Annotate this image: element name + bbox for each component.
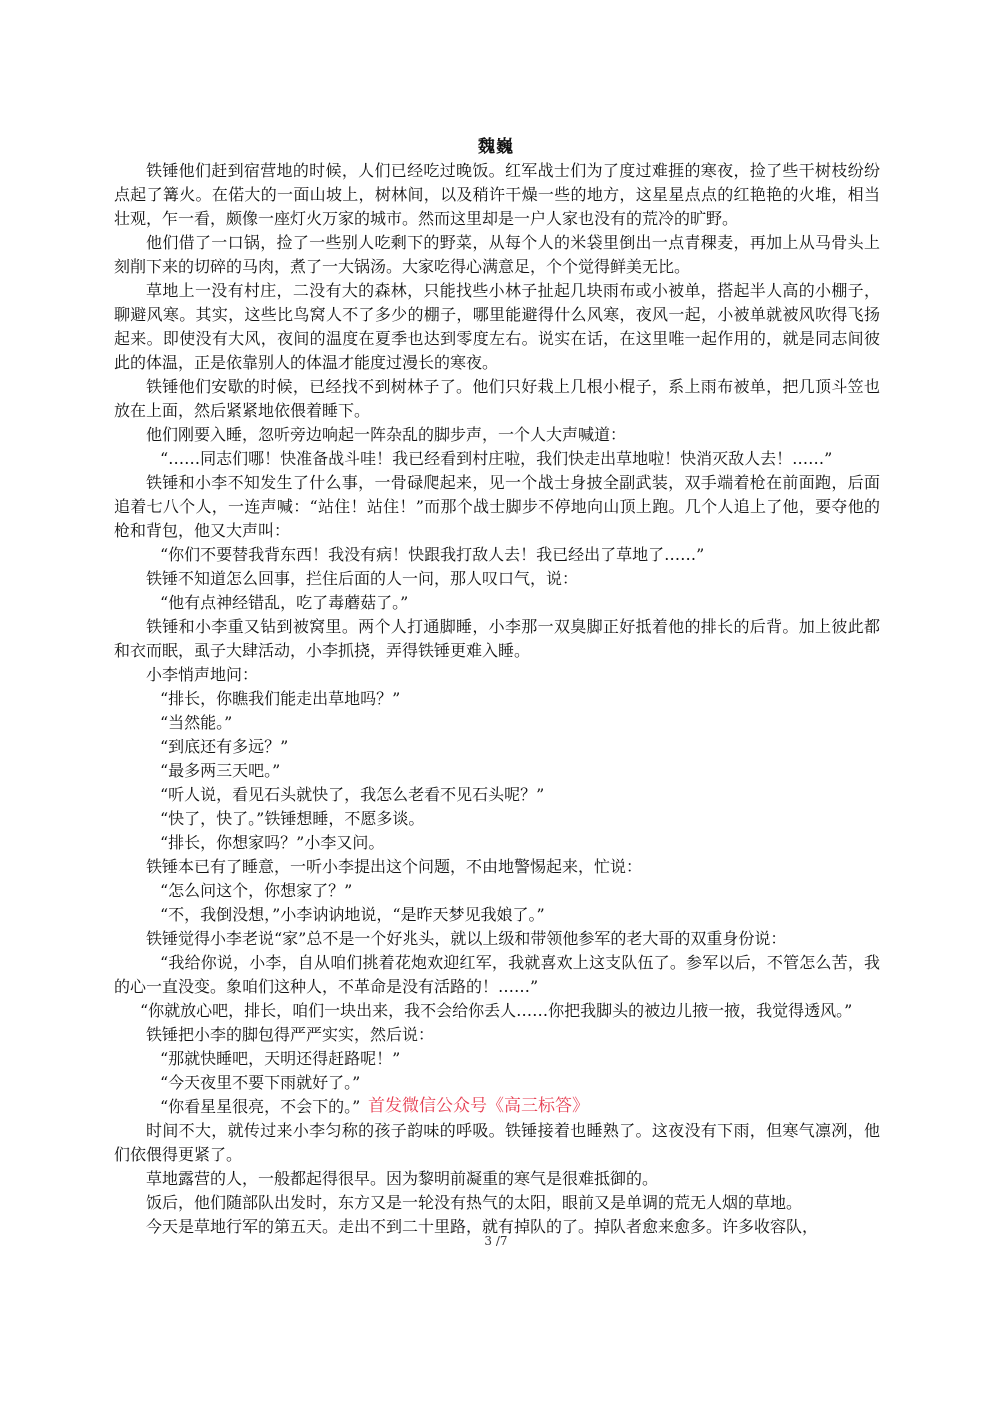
dialogue-line: “最多两三天吧。” <box>160 761 281 780</box>
paragraph: 铁锤和小李重又钻到被窝里。两个人打通脚睡，小李那一双臭脚正好抵着他的排长的后背。加上彼此都和衣而眠，虱子大肆活动，小李抓挠，弄得铁锤更难入睡。 <box>114 617 880 660</box>
dialogue-line: “排长，你想家吗？”小李又问。 <box>160 833 385 852</box>
watermark-text: 首发微信公众号《高三标答》 <box>368 1096 589 1116</box>
dialogue-line: “我给你说，小李，自从咱们挑着花炮欢迎红军，我就喜欢上这支队伍了。参军以后，不管怎么苦，我的心一直没变。象咱们这种人，不革命是没有活路的！……” <box>114 953 880 996</box>
paragraph: 铁锤他们赶到宿营地的时候，人们已经吃过晚饭。红军战士们为了度过难捱的寒夜，捡了些干树枝纷纷点起了篝火。在偌大的一面山坡上，树林间，以及稍许干燥一些的地方，这星星点点的红艳艳的火堆，相当壮观，乍一看，颇像一座灯火万家的城市。然而这里却是一户人家也没有的荒冷的旷野。 <box>114 161 880 228</box>
paragraph: 铁锤他们安歇的时候，已经找不到树林子了。他们只好栽上几根小棍子，系上雨布被单，把几顶斗笠也放在上面，然后紧紧地依偎着睡下。 <box>114 377 880 420</box>
paragraph: 今天是草地行军的第五天。走出不到二十里路，就有掉队的了。掉队者愈来愈多。许多收容队， <box>146 1217 819 1236</box>
dialogue-line: “排长，你瞧我们能走出草地吗？” <box>160 689 401 708</box>
dialogue-line: “……同志们哪！快准备战斗哇！我已经看到村庄啦，我们快走出草地啦！快消灭敌人去！……” <box>160 449 833 468</box>
dialogue-line: “你们不要替我背东西！我没有病！快跟我打敌人去！我已经出了草地了……” <box>160 545 705 564</box>
dialogue-line: “怎么问这个，你想家了？” <box>160 881 353 900</box>
dialogue-line-text: “你看星星很亮，不会下的。” <box>160 1097 361 1116</box>
dialogue-line: “他有点神经错乱，吃了毒蘑菇了。” <box>160 593 409 612</box>
dialogue-line: “不，我倒没想，”小李讷讷地说，“是昨天梦见我娘了。” <box>160 905 545 924</box>
dialogue-line: “你就放心吧，排长，咱们一块出来，我不会给你丢人……你把我脚头的被边儿掖一掖，我觉得透风。” <box>140 1001 853 1020</box>
dialogue-line: “听人说，看见石头就快了，我怎么老看不见石头呢？” <box>160 785 545 804</box>
paragraph: 草地露营的人，一般都起得很早。因为黎明前凝重的寒气是很难抵御的。 <box>146 1169 659 1188</box>
paragraph: 铁锤和小李不知发生了什么事，一骨碌爬起来，见一个战士身披全副武装，双手端着枪在前面跑，后面追着七八个人，一连声喊：“站住！站住！”而那个战士脚步不停地向山顶上跑。几个人追上了他，要夺他的枪和背包，他又大声叫： <box>114 473 880 540</box>
paragraph: 他们借了一口锅，捡了一些别人吃剩下的野菜，从每个人的米袋里倒出一点青稞麦，再加上从马骨头上刻削下来的切碎的马肉，煮了一大锅汤。大家吃得心满意足，个个觉得鲜美无比。 <box>114 233 880 276</box>
dialogue-line-with-watermark <box>114 1095 880 1119</box>
paragraph: 铁锤把小李的脚包得严严实实，然后说： <box>146 1025 435 1044</box>
page-number: 3 /7 <box>484 1234 508 1248</box>
dialogue-line: “今天夜里不要下雨就好了。” <box>160 1073 361 1092</box>
document-title: 魏巍 <box>478 137 514 157</box>
document-body <box>114 159 880 1239</box>
paragraph: 铁锤不知道怎么回事，拦住后面的人一问，那人叹口气，说： <box>146 569 579 588</box>
paragraph: 草地上一没有村庄，二没有大的森林，只能找些小林子扯起几块雨布或小被单，搭起半人高的小棚子，聊避风寒。其实，这些比鸟窝人不了多少的棚子，哪里能避得什么风寒，夜风一起，小被单就被风吹得飞扬起来。即使没有大风，夜间的温度在夏季也达到零度左右。说实在话，在这里唯一起作用的，就是同志间彼此的体温，正是依靠别人的体温才能度过漫长的寒夜。 <box>114 281 880 372</box>
dialogue-line: “到底还有多远？” <box>160 737 289 756</box>
paragraph: 饭后，他们随部队出发时，东方又是一轮没有热气的太阳，眼前又是单调的荒无人烟的草地。 <box>146 1193 803 1212</box>
paragraph: 小李悄声地问： <box>146 665 259 684</box>
dialogue-line: “那就快睡吧，天明还得赶路呢！” <box>160 1049 401 1068</box>
paragraph: 他们刚要入睡，忽听旁边响起一阵杂乱的脚步声，一个人大声喊道： <box>146 425 627 444</box>
paragraph: 铁锤觉得小李老说“家”总不是一个好兆头，就以上级和带领他参军的老大哥的双重身份说： <box>146 929 787 948</box>
paragraph: 铁锤本已有了睡意，一听小李提出这个问题，不由地警惕起来，忙说： <box>146 857 643 876</box>
dialogue-line: “当然能。” <box>160 713 233 732</box>
paragraph: 时间不大，就传过来小李匀称的孩子韵味的呼吸。铁锤接着也睡熟了。这夜没有下雨，但寒气凛冽，他们依偎得更紧了。 <box>114 1121 880 1164</box>
dialogue-line: “快了，快了。”铁锤想睡，不愿多谈。 <box>160 809 425 828</box>
